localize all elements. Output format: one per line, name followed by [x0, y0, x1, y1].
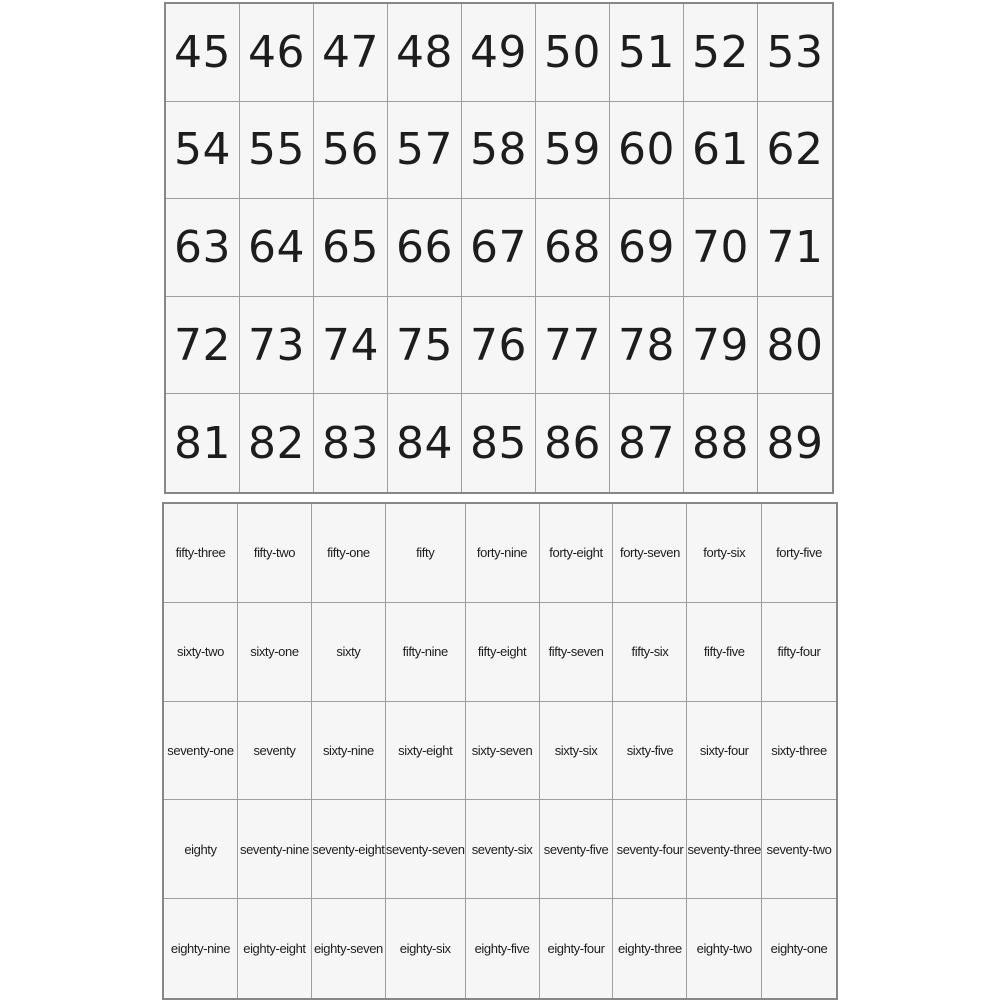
- number-card: 61: [684, 102, 758, 200]
- word-card: forty-seven: [613, 504, 687, 603]
- word-card: seventy: [238, 702, 312, 801]
- word-card: eighty-nine: [164, 899, 238, 998]
- number-card: 60: [610, 102, 684, 200]
- number-card: 84: [388, 394, 462, 492]
- word-card: sixty-four: [687, 702, 762, 801]
- word-card: eighty-eight: [238, 899, 312, 998]
- number-card: 45: [166, 4, 240, 102]
- number-card: 64: [240, 199, 314, 297]
- word-card: fifty-eight: [466, 603, 540, 702]
- word-card: sixty: [312, 603, 386, 702]
- number-card: 74: [314, 297, 388, 395]
- number-card: 87: [610, 394, 684, 492]
- word-card: seventy-two: [762, 800, 836, 899]
- number-card: 48: [388, 4, 462, 102]
- number-card: 51: [610, 4, 684, 102]
- word-card: sixty-two: [164, 603, 238, 702]
- word-card: seventy-one: [164, 702, 238, 801]
- number-card: 70: [684, 199, 758, 297]
- number-card: 78: [610, 297, 684, 395]
- word-card: seventy-three: [687, 800, 762, 899]
- number-card: 49: [462, 4, 536, 102]
- word-card: fifty-seven: [540, 603, 614, 702]
- word-card: eighty-seven: [312, 899, 386, 998]
- number-card: 85: [462, 394, 536, 492]
- number-card: 72: [166, 297, 240, 395]
- word-card: sixty-one: [238, 603, 312, 702]
- number-card: 58: [462, 102, 536, 200]
- number-card: 89: [758, 394, 832, 492]
- number-card: 55: [240, 102, 314, 200]
- word-card: seventy-four: [613, 800, 687, 899]
- number-card: 63: [166, 199, 240, 297]
- number-card: 67: [462, 199, 536, 297]
- number-card: 59: [536, 102, 610, 200]
- number-card: 50: [536, 4, 610, 102]
- word-card: fifty-one: [312, 504, 386, 603]
- word-card: seventy-seven: [386, 800, 466, 899]
- number-card: 46: [240, 4, 314, 102]
- number-card: 66: [388, 199, 462, 297]
- number-card: 80: [758, 297, 832, 395]
- word-card: seventy-eight: [312, 800, 386, 899]
- word-card: eighty-two: [687, 899, 762, 998]
- number-card: 75: [388, 297, 462, 395]
- number-card: 71: [758, 199, 832, 297]
- word-card: seventy-five: [540, 800, 614, 899]
- number-card: 62: [758, 102, 832, 200]
- number-card: 88: [684, 394, 758, 492]
- word-card: forty-six: [687, 504, 762, 603]
- word-card: fifty-four: [762, 603, 836, 702]
- word-card: sixty-seven: [466, 702, 540, 801]
- number-card: 79: [684, 297, 758, 395]
- number-card: 57: [388, 102, 462, 200]
- word-card: sixty-five: [613, 702, 687, 801]
- number-card: 68: [536, 199, 610, 297]
- word-card: seventy-nine: [238, 800, 312, 899]
- number-card: 83: [314, 394, 388, 492]
- word-card: sixty-nine: [312, 702, 386, 801]
- number-card: 81: [166, 394, 240, 492]
- number-card: 56: [314, 102, 388, 200]
- number-card: 47: [314, 4, 388, 102]
- word-card: eighty: [164, 800, 238, 899]
- number-card: 65: [314, 199, 388, 297]
- number-card: 73: [240, 297, 314, 395]
- word-card: forty-eight: [540, 504, 614, 603]
- word-card: sixty-three: [762, 702, 836, 801]
- number-card: 76: [462, 297, 536, 395]
- word-card: fifty-six: [613, 603, 687, 702]
- word-card: forty-nine: [466, 504, 540, 603]
- word-card: fifty-five: [687, 603, 762, 702]
- word-card: fifty-three: [164, 504, 238, 603]
- word-card: fifty-nine: [386, 603, 466, 702]
- word-card: eighty-six: [386, 899, 466, 998]
- word-card: fifty-two: [238, 504, 312, 603]
- number-card: 53: [758, 4, 832, 102]
- number-card: 82: [240, 394, 314, 492]
- words-grid: [162, 502, 838, 1000]
- number-card: 54: [166, 102, 240, 200]
- word-card: seventy-six: [466, 800, 540, 899]
- number-card: 52: [684, 4, 758, 102]
- word-card: eighty-five: [466, 899, 540, 998]
- word-card: eighty-four: [540, 899, 614, 998]
- number-card: 69: [610, 199, 684, 297]
- number-card: 77: [536, 297, 610, 395]
- number-card: 86: [536, 394, 610, 492]
- word-card: fifty: [386, 504, 466, 603]
- word-card: eighty-one: [762, 899, 836, 998]
- word-card: sixty-eight: [386, 702, 466, 801]
- word-card: sixty-six: [540, 702, 614, 801]
- numbers-grid: [164, 2, 834, 494]
- word-card: forty-five: [762, 504, 836, 603]
- word-card: eighty-three: [613, 899, 687, 998]
